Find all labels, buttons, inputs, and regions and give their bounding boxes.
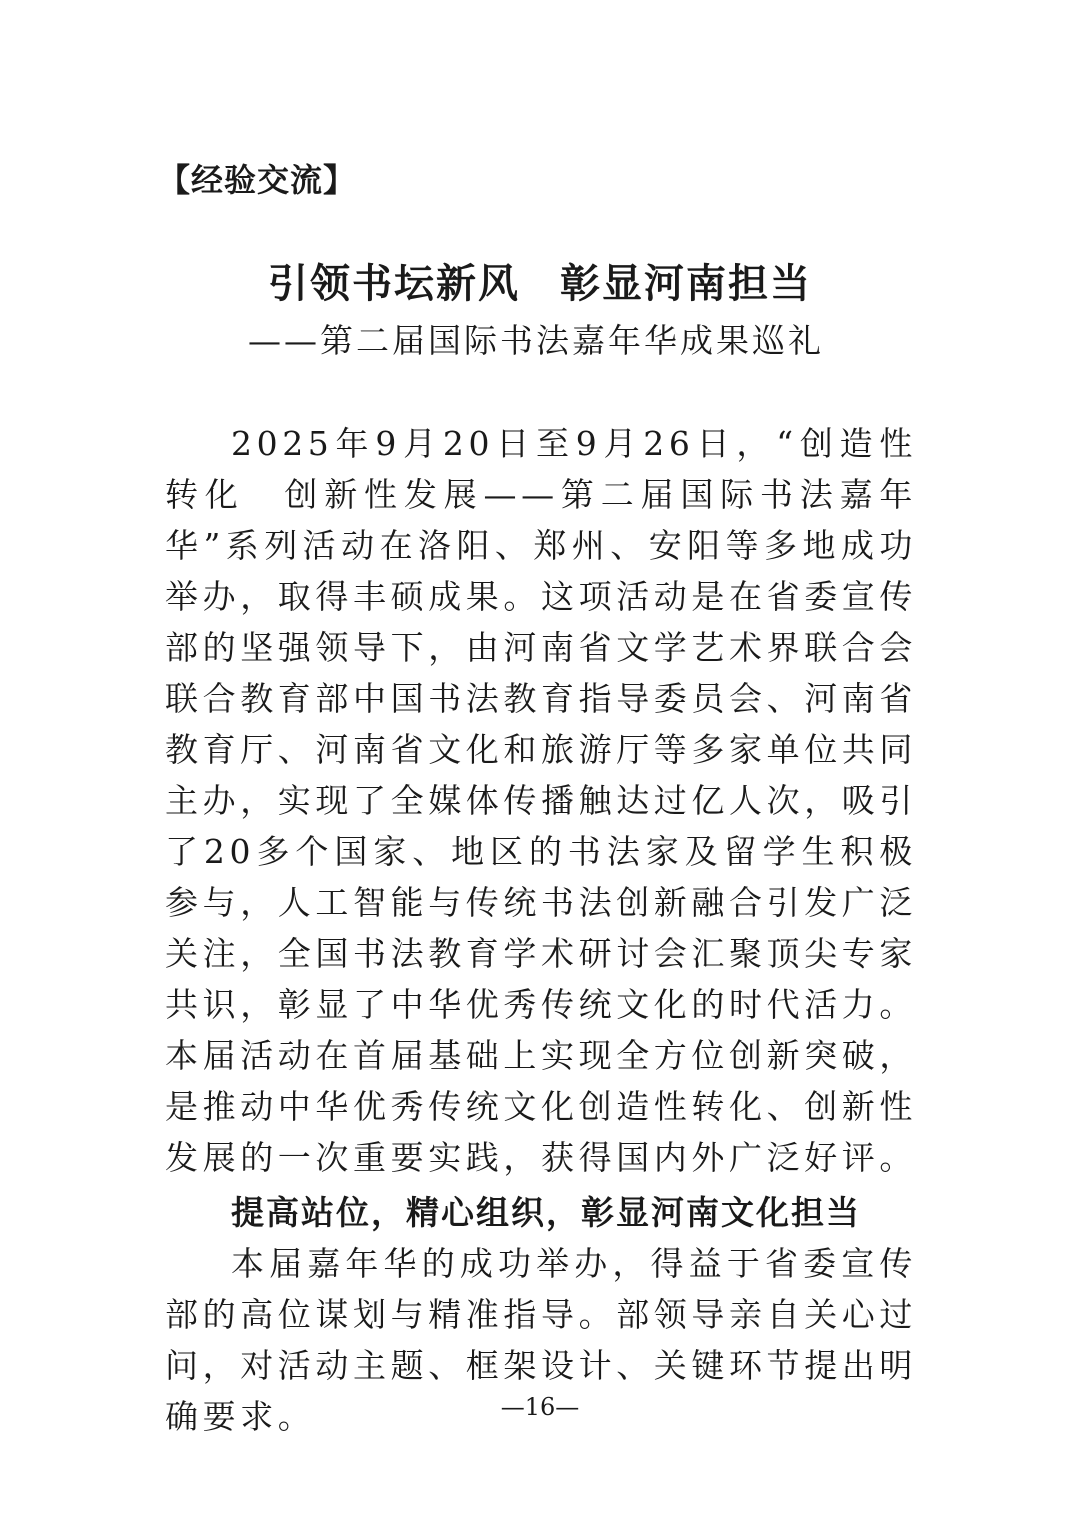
title-part-1: 引领书坛新风 (268, 260, 520, 307)
section-heading: 提高站位，精心组织，彰显河南文化担当 (231, 1193, 861, 1232)
page-number: —16— (500, 1393, 580, 1421)
title-part-2: 彰显河南担当 (560, 260, 812, 307)
body-paragraph-1: 2025年9月20日至9月26日，“创造性转化 创新性发展——第二届国际书法嘉年华”系列活动在洛阳、郑州、安阳等多地成功举办，取得丰硕成果。这项活动是在省委宣传部的坚强领导下，由河南省文学艺术界联合会联合教育部中国书法教育指导委员会、河南省教育厅、河南省文化和旅游厅等多家单位共同主办，实现了全媒体传播触达过亿人次，吸引了20多个国家、地区的书法家及留学生积极参与，人工智能与传统书法创新融合引发广泛关注，全国书法教育学术研讨会汇聚顶尖专家共识，彰显了中华优秀传统文化的时代活力。本届活动在首届基础上实现全方位创新突破，是推动中华优秀传统文化创造性转化、创新性发展的一次重要实践，获得国内外广泛好评。 (165, 424, 917, 1177)
article-body (165, 418, 917, 1442)
article-subtitle: ——第二届国际书法嘉年华成果巡礼 (248, 321, 824, 360)
column-tag: 【经验交流】 (158, 161, 357, 199)
article-title (0, 258, 1080, 310)
body-paragraph-2: 本届嘉年华的成功举办，得益于省委宣传部的高位谋划与精准指导。部领导亲自关心过问，对活动主题、框架设计、关键环节提出明确要求。 (165, 1244, 917, 1436)
